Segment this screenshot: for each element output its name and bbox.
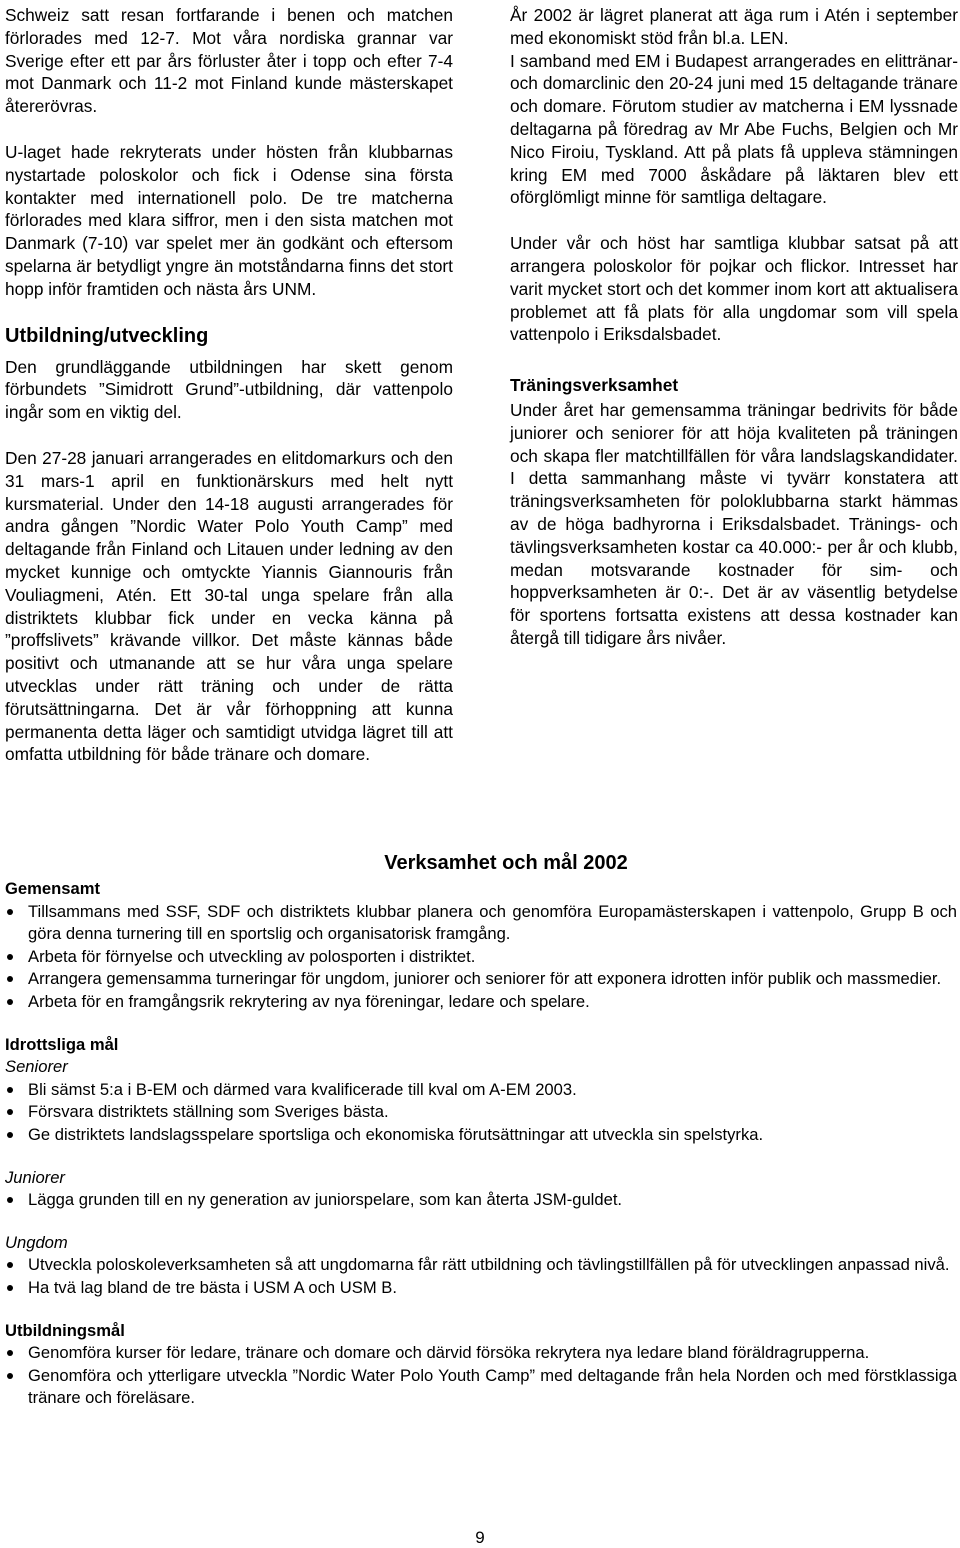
left-column [5, 4, 453, 766]
list-item: Ge distriktets landslagsspelare sportsliga och ekonomiska förutsättningar att utveckla sin spelstyrka. [5, 1124, 957, 1147]
list-seniorer [5, 1079, 957, 1147]
list-juniorer [5, 1189, 957, 1212]
heading-utbildningsmal: Utbildningsmål [5, 1320, 125, 1340]
left-paragraph-2: U-laget hade rekryterats under hösten från klubbarnas nystartade poloskolor och fick i Odense sina första kontakter med internationell polo. De tre matcherna förlorades med klara siffror, men i den sista matchen mot Danmark (7-10) var spelet mer än godkänt och eftersom spelarna är betydligt yngre än motståndarna finns det stort hopp inför framtiden och nästa års UNM. [5, 141, 453, 299]
heading-idrottsliga-mal: Idrottsliga mål [5, 1034, 119, 1054]
heading-gemensamt: Gemensamt [5, 879, 100, 898]
list-item: Bli sämst 5:a i B-EM och därmed vara kvalificerade till kval om A-EM 2003. [5, 1079, 957, 1102]
list-gemensamt [5, 901, 957, 1014]
list-item: Arbeta för förnyelse och utveckling av polosporten i distriktet. [5, 946, 957, 969]
left-paragraph-4: Den 27-28 januari arrangerades en elitdomarkurs och den 31 mars-1 april en funktionärskurs med helt nytt kursmaterial. Under den 14-18 augusti arrangerades för andra gången ”Nordic Water Polo Youth Camp” med deltagande från Finland och Litauen under ledning av den mycket kunnige och omtyckte Yiannis Giannouris från Vouliagmeni, Atén. Ett 30-tal unga spelare från alla distriktets klubbar fick under en vecka känna på ”proffslivets” krävande villkor. Det måste kännas både positivt och utmanande att se hur våra unga spelare utvecklas under rätt träning och under de rätta förutsättningarna. Det är vår förhoppning att kunna permanenta detta läger och samtidigt utvidga lägret till att omfatta utbildning för både tränare och domare. [5, 447, 453, 765]
plan-section [5, 850, 957, 1410]
list-item: Genomföra kurser för ledare, tränare och domare och därvid försöka rekrytera nya ledare bland föräldragrupperna. [5, 1342, 957, 1365]
list-item: Arbeta för en framgångsrik rekrytering av nya föreningar, ledare och spelare. [5, 991, 957, 1014]
subheading-seniorer: Seniorer [5, 1057, 68, 1077]
list-item: Försvara distriktets ställning som Sveriges bästa. [5, 1101, 957, 1124]
section-heading-traningsverksamhet: Träningsverksamhet [510, 375, 679, 396]
left-paragraph-1: Schweiz satt resan fortfarande i benen och matchen förlorades med 12-7. Mot våra nordiska grannar var Sverige efter ett par års förluster åter i topp och efter 7-4 mot Danmark och 11-2 mot Finland kunde mästerskapet återerövras. [5, 5, 453, 117]
subheading-ungdom: Ungdom [5, 1232, 68, 1252]
list-item: Arrangera gemensamma turneringar för ungdom, juniorer och seniorer för att exponera idrotten inför publik och massmedier. [5, 968, 957, 991]
section-heading-utbildning: Utbildning/utveckling [5, 324, 209, 347]
right-paragraph-1: År 2002 är lägret planerat att äga rum i Atén i september med ekonomiskt stöd från bl.a. LEN. [510, 5, 958, 48]
right-paragraph-3: Under vår och höst har samtliga klubbar satsat på att arrangera poloskolor för pojkar och flickor. Intresset har varit mycket stort och det kommer inom kort att aktualisera problemet att få plats för alla ungdomar som vill spela vattenpolo i Eriksdalsbadet. [510, 233, 958, 345]
list-item: Ha tvä lag bland de tre bästa i USM A och USM B. [5, 1277, 957, 1300]
list-item: Tillsammans med SSF, SDF och distriktets klubbar planera och genomföra Europamästerskapen i vattenpolo, Grupp B och göra denna turnering till en sportslig och organisatorisk framgång. [5, 901, 957, 946]
plan-title: Verksamhet och mål 2002 [384, 852, 628, 874]
list-item: Lägga grunden till en ny generation av juniorspelare, som kan återta JSM-guldet. [5, 1189, 957, 1212]
list-ungdom [5, 1254, 957, 1299]
subheading-juniorer: Juniorer [5, 1167, 65, 1187]
list-item: Utveckla poloskoleverksamheten så att ungdomarna får rätt utbildning och tävlingstillfällen på för utvecklingen anpassad nivå. [5, 1254, 957, 1277]
list-utbildningsmal [5, 1342, 957, 1410]
list-item: Genomföra och ytterligare utveckla ”Nordic Water Polo Youth Camp” med deltagande från hela Norden och med förstklassiga tränare och föreläsare. [5, 1365, 957, 1410]
left-paragraph-3: Den grundläggande utbildningen har skett genom förbundets ”Simidrott Grund”-utbildning, där vattenpolo ingår som en viktig del. [5, 356, 453, 423]
right-paragraph-2: I samband med EM i Budapest arrangerades en elittränar- och domarclinic den 20-24 juni med 15 deltagande tränare och domare. Förutom studier av matcherna i EM lyssnade deltagarna på föredrag av Mr Abe Fuchs, Belgien och Mr Nico Firoiu, Tyskland. Att på plats få uppleva stämningen kring EM med 7000 åskådare på läktaren blev ett oförglömligt minne för samtliga deltagare. [510, 50, 958, 208]
page-number: 9 [475, 1528, 485, 1547]
right-paragraph-4: Under året har gemensamma träningar bedrivits för både juniorer och seniorer för att höja kvaliteten på träningen och skapa fler matchtillfällen för våra landslagskandidater. I detta sammanhang måste vi tyvärr konstatera att träningsverksamheten för poloklubbarna starkt hämmas av de höga badhyrorna i Eriksdalsbadet. Tränings- och tävlingsverksamheten kostar ca 40.000:- per år och klubb, medan motsvarande kostnader för sim- och hoppverksamheten är 0:-. Det är av väsentlig betydelse för sportens fortsatta existens att dessa kostnader kan återgå till tidigare års nivåer. [510, 399, 958, 648]
right-column [510, 4, 958, 650]
